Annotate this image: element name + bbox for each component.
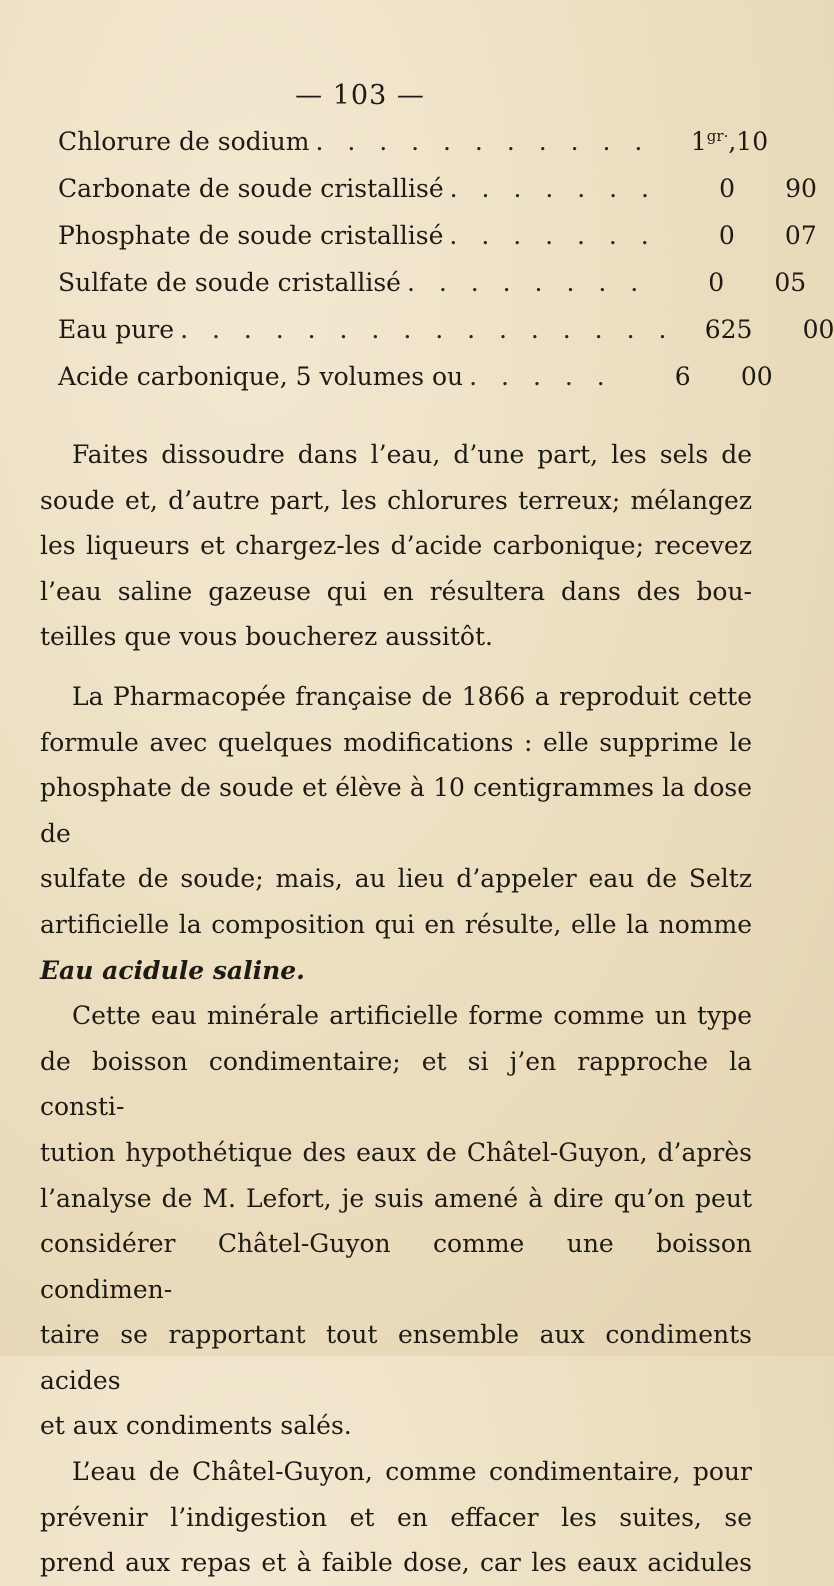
text-line: artificielle la composition qui en résulte, elle la nomme — [40, 909, 752, 939]
text-line: et aux condiments salés. — [40, 1411, 352, 1441]
paragraph-pharmacopee — [40, 674, 752, 993]
ingredient-integer — [650, 127, 728, 156]
ingredients-table — [58, 118, 834, 400]
ingredient-integer — [657, 221, 735, 250]
text-line: Cette eau minérale artificielle forme comme un type — [72, 1001, 752, 1031]
text-line: tution hypothétique des eaux de Châtel-Guyon, d’après — [40, 1137, 752, 1167]
ingredient-row — [58, 259, 807, 306]
ingredient-name: Carbonate de soude cristallisé — [58, 174, 444, 203]
ingredient-name: Acide carbonique, 5 volumes ou — [58, 362, 464, 391]
ingredient-row — [58, 306, 834, 353]
ingredient-decimal: ,10 — [728, 127, 769, 156]
text-line: l’analyse de M. Lefort, je suis amené à dire qu’on peut — [40, 1183, 752, 1213]
leader-dots: . . . . . — [469, 362, 613, 391]
text-line: formule avec quelques modifications : elle supprime le — [40, 727, 752, 757]
paragraph-chatel-guyon — [40, 1449, 752, 1586]
text-line: sulfate de soude; mais, au lieu d’appeler eau de Seltz — [40, 864, 752, 894]
ingredient-row — [58, 353, 773, 400]
ingredient-row — [58, 212, 817, 259]
ingredient-decimal: 00 — [740, 362, 773, 391]
text-line: prévenir l’indigestion et en effacer les suites, se — [40, 1502, 752, 1532]
integer-value: 625 — [704, 315, 753, 344]
ingredient-decimal: 07 — [784, 221, 817, 250]
ingredient-name: Phosphate de soude cristallisé — [58, 221, 444, 250]
text-line: l’eau saline gazeuse qui en résultera dans des bou- — [40, 576, 752, 606]
text-line: de boisson condimentaire; et si j’en rapproche la consti- — [40, 1046, 752, 1122]
text-line: taire se rapportant tout ensemble aux condiments acides — [40, 1320, 752, 1395]
text-line: prend aux repas et à faible dose, car les eaux acidules — [40, 1548, 752, 1578]
ingredient-row — [58, 118, 769, 165]
page-number: — 103 — — [295, 80, 425, 111]
leader-dots: . . . . . . . . . . . — [315, 127, 651, 156]
ingredient-integer — [613, 362, 691, 391]
text-line: L’eau de Châtel-Guyon, comme condimentaire, pour — [72, 1457, 752, 1487]
text-line: teilles que vous boucherez aussitôt. — [40, 622, 493, 652]
integer-value: 6 — [674, 362, 691, 391]
text-line: les liqueurs et chargez-les d’acide carbonique; recevez — [40, 531, 752, 561]
integer-value: 1 — [690, 127, 707, 156]
paragraph-condimentaire — [40, 993, 752, 1449]
ingredient-name: Sulfate de soude cristallisé — [58, 268, 401, 297]
text-line — [40, 948, 752, 994]
integer-value: 0 — [708, 268, 725, 297]
ingredient-integer — [674, 315, 752, 344]
text-line: soude et, d’autre part, les chlorures terreux; mélangez — [40, 485, 752, 515]
ingredient-decimal: 00 — [802, 315, 834, 344]
ingredient-decimal: 05 — [774, 268, 807, 297]
ingredient-name: Chlorure de sodium — [58, 127, 310, 156]
leader-dots: . . . . . . . . — [406, 268, 647, 297]
unit-abbrev: gr· — [706, 127, 729, 145]
ingredient-row — [58, 165, 817, 212]
paragraph-dissolution — [40, 432, 752, 660]
leader-dots: . . . . . . . . . . . . . . . . — [180, 315, 675, 344]
body-text — [40, 432, 752, 1586]
integer-value: 0 — [719, 174, 735, 203]
ingredient-integer — [657, 174, 735, 203]
ingredient-decimal: 90 — [785, 174, 817, 203]
text-line: La Pharmacopée française de 1866 a reproduit cette — [72, 681, 752, 711]
leader-dots: . . . . . . . — [449, 174, 657, 203]
text-line: Faites dissoudre dans l’eau, d’une part, les sels de — [72, 440, 752, 469]
text-line: considérer Châtel-Guyon comme une boisson condimen- — [40, 1229, 752, 1304]
italic-name: Eau acidule saline. — [40, 955, 305, 985]
ingredient-integer — [646, 268, 724, 297]
text-line: phosphate de soude et élève à 10 centigrammes la dose de — [40, 773, 752, 848]
integer-value: 0 — [718, 221, 735, 250]
leader-dots: . . . . . . . — [449, 221, 657, 250]
ingredient-name: Eau pure — [58, 315, 175, 344]
